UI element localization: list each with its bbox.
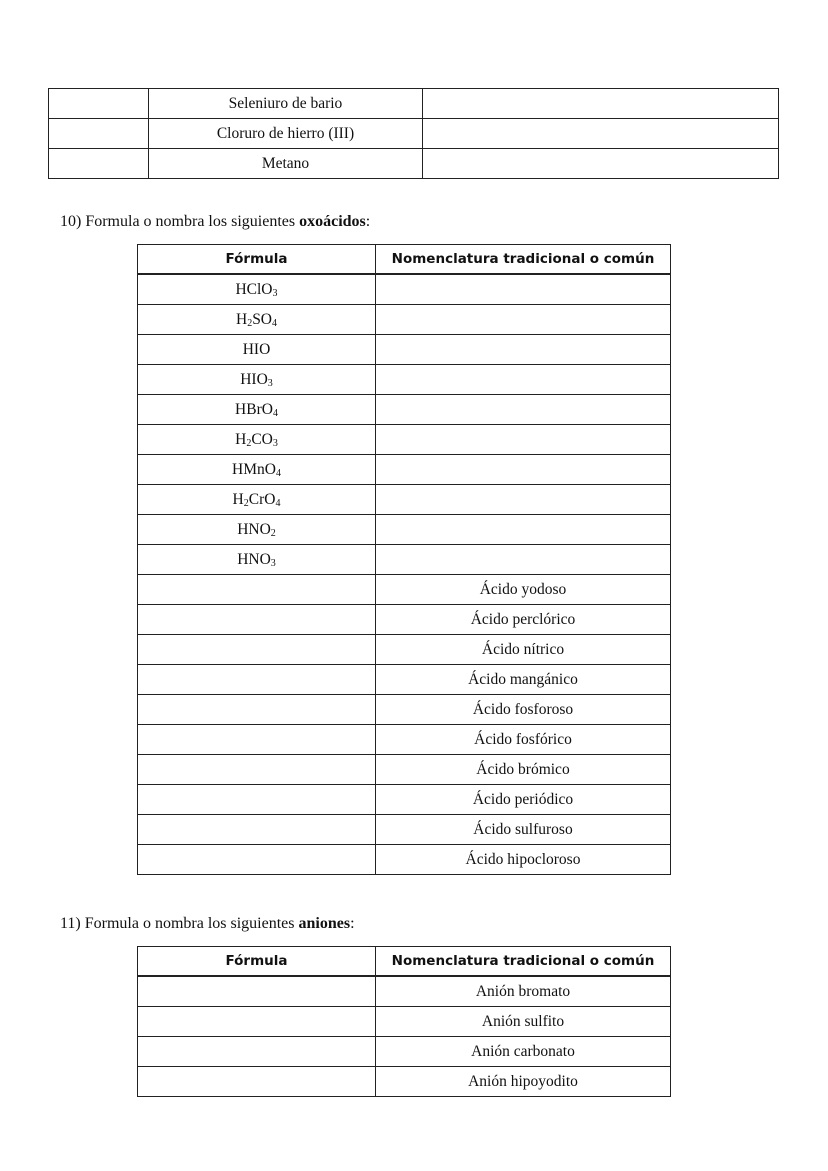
table-row [138,1007,671,1037]
table-row [138,545,671,575]
formula-part: HNO [237,520,271,538]
answer-cell[interactable] [138,1007,376,1037]
table-row [138,785,671,815]
answer-cell[interactable] [138,845,376,875]
formula-subscript: 2 [243,497,249,509]
compound-name-cell: Metano [149,149,423,179]
section-10-bold: oxoácidos [299,213,366,230]
table-row [138,976,671,1007]
table-row [49,149,779,179]
answer-cell[interactable] [376,335,671,365]
formula-part: CrO [248,490,276,508]
acid-name-cell: Ácido periódico [376,785,671,815]
table-row [138,575,671,605]
answer-cell[interactable] [376,425,671,455]
formula-subscript: 3 [272,437,278,449]
acid-name-cell: Ácido mangánico [376,665,671,695]
answer-cell[interactable] [138,575,376,605]
anion-name-cell: Anión hipoyodito [376,1067,671,1097]
table-row [138,455,671,485]
answer-cell[interactable] [138,695,376,725]
formula-cell [138,455,376,485]
table-row [138,815,671,845]
formula-part: HIO [240,370,268,388]
formula-subscript: 4 [272,317,278,329]
answer-cell[interactable] [138,1067,376,1097]
anion-name-cell: Anión sulfito [376,1007,671,1037]
table-row [138,1037,671,1067]
table-row [138,365,671,395]
answer-cell[interactable] [376,365,671,395]
formula-part: H [235,310,248,328]
answer-cell[interactable] [376,485,671,515]
formula-subscript: 4 [275,467,281,479]
anion-name-cell: Anión bromato [376,976,671,1007]
formula-part: CO [251,430,273,448]
formula-cell [138,305,376,335]
formula-cell[interactable] [49,119,149,149]
answer-cell[interactable] [376,515,671,545]
answer-cell[interactable] [138,755,376,785]
formula-subscript: 3 [270,557,276,569]
formula-cell [138,545,376,575]
formula-cell [138,425,376,455]
answer-cell[interactable] [376,545,671,575]
section-10-number: 10) [60,213,82,230]
answer-cell[interactable] [138,605,376,635]
table-row [138,635,671,665]
answer-cell[interactable] [423,149,779,179]
anion-name-cell: Anión carbonato [376,1037,671,1067]
formula-part: H [232,490,244,508]
answer-cell[interactable] [423,89,779,119]
oxoacids-header-formula: Fórmula [138,245,376,275]
compound-name-cell: Seleniuro de bario [149,89,423,119]
table-row [138,845,671,875]
table-row [138,695,671,725]
acid-name-cell: Ácido nítrico [376,635,671,665]
section-11-number: 11) [60,915,81,932]
acid-name-cell: Ácido fosforoso [376,695,671,725]
section-11-text: Formula o nombra los siguientes [84,915,299,932]
table-row [138,274,671,305]
answer-cell[interactable] [138,785,376,815]
compounds-table-continued [48,88,779,179]
acid-name-cell: Ácido perclórico [376,605,671,635]
acid-name-cell: Ácido brómico [376,755,671,785]
anions-header-name: Nomenclatura tradicional o común [376,947,671,977]
formula-subscript: 4 [272,407,278,419]
formula-part: H [235,430,247,448]
formula-cell [138,335,376,365]
oxoacids-table [137,244,671,875]
oxoacids-header-name: Nomenclatura tradicional o común [376,245,671,275]
formula-cell [138,274,376,305]
formula-part: HBrO [235,400,273,418]
answer-cell[interactable] [138,725,376,755]
section-10-heading: 10) Formula o nombra los siguientes oxoácidos: [60,213,371,230]
table-row [138,605,671,635]
formula-cell[interactable] [49,149,149,179]
formula-cell [138,395,376,425]
section-10-text: Formula o nombra los siguientes [85,213,300,230]
acid-name-cell: Ácido sulfuroso [376,815,671,845]
answer-cell[interactable] [138,635,376,665]
section-11-heading: 11) Formula o nombra los siguientes aniones: [60,915,355,932]
answer-cell[interactable] [423,119,779,149]
formula-cell [138,485,376,515]
table-row [49,119,779,149]
answer-cell[interactable] [138,1037,376,1067]
table-row [138,665,671,695]
table-row [138,755,671,785]
answer-cell[interactable] [138,665,376,695]
formula-subscript: 2 [246,437,252,449]
section-11-bold: aniones [298,915,351,932]
formula-subscript: 2 [270,527,276,539]
answer-cell[interactable] [376,455,671,485]
table-row [138,1067,671,1097]
formula-part: SO [252,310,273,328]
table-row [138,485,671,515]
table-row [138,515,671,545]
table-row [49,89,779,119]
answer-cell[interactable] [376,274,671,305]
formula-cell[interactable] [49,89,149,119]
table-row [138,425,671,455]
table-row [138,725,671,755]
formula-cell [138,515,376,545]
answer-cell[interactable] [138,815,376,845]
formula-part: HClO [235,280,273,298]
table-row [138,395,671,425]
anions-header-formula: Fórmula [138,947,376,977]
acid-name-cell: Ácido yodoso [376,575,671,605]
answer-cell[interactable] [376,395,671,425]
formula-subscript: 2 [247,317,253,329]
formula-cell [138,365,376,395]
acid-name-cell: Ácido hipocloroso [376,845,671,875]
formula-part: HIO [242,340,271,358]
answer-cell[interactable] [138,976,376,1007]
formula-subscript: 4 [275,497,281,509]
acid-name-cell: Ácido fosfórico [376,725,671,755]
anions-table [137,946,671,1097]
compound-name-cell: Cloruro de hierro (III) [149,119,423,149]
table-row [138,335,671,365]
answer-cell[interactable] [376,305,671,335]
formula-subscript: 3 [267,377,273,389]
formula-subscript: 3 [272,287,278,299]
formula-part: HNO [237,550,271,568]
formula-part: HMnO [232,460,276,478]
table-row [138,305,671,335]
